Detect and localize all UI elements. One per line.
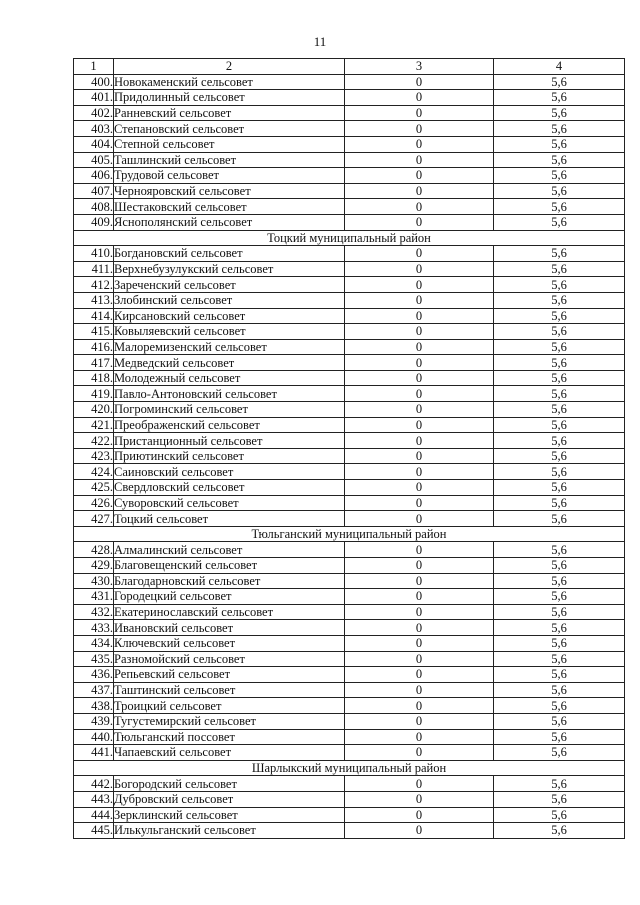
row-number: 443. [74, 791, 114, 807]
column-3-value: 0 [345, 823, 494, 839]
row-number: 425. [74, 480, 114, 496]
table-row [74, 791, 625, 807]
row-number: 408. [74, 199, 114, 215]
row-number: 411. [74, 261, 114, 277]
column-3-value: 0 [345, 355, 494, 371]
column-4-value: 5,6 [494, 168, 625, 184]
table-row [74, 807, 625, 823]
column-3-value: 0 [345, 433, 494, 449]
column-4-value: 5,6 [494, 433, 625, 449]
column-4-value: 5,6 [494, 651, 625, 667]
settlement-name: Дубровский сельсовет [114, 791, 345, 807]
table-row [74, 402, 625, 418]
table-row [74, 620, 625, 636]
column-3-value: 0 [345, 246, 494, 262]
column-4-value: 5,6 [494, 480, 625, 496]
column-4-value: 5,6 [494, 277, 625, 293]
table-header-row [74, 59, 625, 75]
column-3-value: 0 [345, 199, 494, 215]
table-row [74, 448, 625, 464]
row-number: 407. [74, 183, 114, 199]
table-row [74, 136, 625, 152]
column-4-value: 5,6 [494, 261, 625, 277]
row-number: 422. [74, 433, 114, 449]
row-number: 441. [74, 745, 114, 761]
table-row [74, 542, 625, 558]
column-4-value: 5,6 [494, 355, 625, 371]
column-4-value: 5,6 [494, 589, 625, 605]
row-number: 431. [74, 589, 114, 605]
table-row [74, 339, 625, 355]
table-row [74, 74, 625, 90]
column-3-value: 0 [345, 480, 494, 496]
column-4-value: 5,6 [494, 495, 625, 511]
row-number: 410. [74, 246, 114, 262]
table-row [74, 713, 625, 729]
column-3-value: 0 [345, 308, 494, 324]
column-4-value: 5,6 [494, 74, 625, 90]
column-4-value: 5,6 [494, 464, 625, 480]
column-4-value: 5,6 [494, 807, 625, 823]
row-number: 434. [74, 635, 114, 651]
table-row [74, 823, 625, 839]
table-row [74, 698, 625, 714]
settlement-name: Илькульганский сельсовет [114, 823, 345, 839]
column-3-value: 0 [345, 168, 494, 184]
column-3-value: 0 [345, 277, 494, 293]
settlement-name: Преображенский сельсовет [114, 417, 345, 433]
table-row [74, 168, 625, 184]
settlement-name: Алмалинский сельсовет [114, 542, 345, 558]
row-number: 402. [74, 105, 114, 121]
column-4-value: 5,6 [494, 90, 625, 106]
column-3-value: 0 [345, 152, 494, 168]
row-number: 400. [74, 74, 114, 90]
district-title: Шарлыкский муниципальный район [74, 760, 625, 776]
column-4-value: 5,6 [494, 339, 625, 355]
column-3-value: 0 [345, 589, 494, 605]
column-3-value: 0 [345, 448, 494, 464]
column-4-value: 5,6 [494, 121, 625, 137]
column-3-value: 0 [345, 791, 494, 807]
settlement-name: Новокаменский сельсовет [114, 74, 345, 90]
column-3-value: 0 [345, 402, 494, 418]
row-number: 428. [74, 542, 114, 558]
table-row [74, 121, 625, 137]
row-number: 433. [74, 620, 114, 636]
column-3-value: 0 [345, 682, 494, 698]
settlement-name: Ковыляевский сельсовет [114, 324, 345, 340]
column-3-value: 0 [345, 74, 494, 90]
settlement-name: Степановский сельсовет [114, 121, 345, 137]
column-4-value: 5,6 [494, 183, 625, 199]
column-4-value: 5,6 [494, 136, 625, 152]
data-table [73, 58, 625, 839]
settlement-name: Тоцкий сельсовет [114, 511, 345, 527]
table-row [74, 386, 625, 402]
column-3-value: 0 [345, 417, 494, 433]
settlement-name: Тугустемирский сельсовет [114, 713, 345, 729]
settlement-name: Придолинный сельсовет [114, 90, 345, 106]
column-4-value: 5,6 [494, 823, 625, 839]
settlement-name: Павло-Антоновский сельсовет [114, 386, 345, 402]
table-row [74, 90, 625, 106]
column-4-value: 5,6 [494, 573, 625, 589]
table-row [74, 261, 625, 277]
column-4-value: 5,6 [494, 386, 625, 402]
row-number: 423. [74, 448, 114, 464]
table-row [74, 277, 625, 293]
settlement-name: Ивановский сельсовет [114, 620, 345, 636]
settlement-name: Кирсановский сельсовет [114, 308, 345, 324]
row-number: 416. [74, 339, 114, 355]
column-3-value: 0 [345, 370, 494, 386]
table-row [74, 729, 625, 745]
column-4-value: 5,6 [494, 214, 625, 230]
row-number: 438. [74, 698, 114, 714]
page-number: 11 [313, 34, 327, 49]
row-number: 401. [74, 90, 114, 106]
table-row [74, 682, 625, 698]
column-3-value: 0 [345, 339, 494, 355]
settlement-name: Зареченский сельсовет [114, 277, 345, 293]
column-4-value: 5,6 [494, 620, 625, 636]
district-header-row [74, 526, 625, 542]
row-number: 405. [74, 152, 114, 168]
row-number: 432. [74, 604, 114, 620]
column-3-value: 0 [345, 261, 494, 277]
settlement-name: Тюльганский поссовет [114, 729, 345, 745]
column-4-value: 5,6 [494, 542, 625, 558]
column-3-value: 0 [345, 558, 494, 574]
table-row [74, 604, 625, 620]
column-4-value: 5,6 [494, 791, 625, 807]
column-3-value: 0 [345, 776, 494, 792]
column-3-value: 0 [345, 214, 494, 230]
settlement-name: Трудовой сельсовет [114, 168, 345, 184]
column-4-value: 5,6 [494, 713, 625, 729]
table-row [74, 776, 625, 792]
row-number: 439. [74, 713, 114, 729]
row-number: 436. [74, 667, 114, 683]
column-4-value: 5,6 [494, 729, 625, 745]
column-3-value: 0 [345, 542, 494, 558]
column-4-value: 5,6 [494, 402, 625, 418]
row-number: 445. [74, 823, 114, 839]
table-row [74, 214, 625, 230]
table-row [74, 292, 625, 308]
row-number: 414. [74, 308, 114, 324]
row-number: 421. [74, 417, 114, 433]
settlement-name: Молодежный сельсовет [114, 370, 345, 386]
column-4-value: 5,6 [494, 604, 625, 620]
settlement-name: Богдановский сельсовет [114, 246, 345, 262]
column-3-value: 0 [345, 745, 494, 761]
column-3-value: 0 [345, 729, 494, 745]
column-3-value: 0 [345, 573, 494, 589]
column-3-value: 0 [345, 698, 494, 714]
settlement-name: Городецкий сельсовет [114, 589, 345, 605]
settlement-name: Суворовский сельсовет [114, 495, 345, 511]
district-header-row [74, 230, 625, 246]
settlement-name: Ключевский сельсовет [114, 635, 345, 651]
settlement-name: Зерклинский сельсовет [114, 807, 345, 823]
column-header-1: 1 [74, 59, 114, 75]
column-3-value: 0 [345, 292, 494, 308]
column-4-value: 5,6 [494, 292, 625, 308]
row-number: 424. [74, 464, 114, 480]
column-4-value: 5,6 [494, 246, 625, 262]
column-4-value: 5,6 [494, 682, 625, 698]
row-number: 426. [74, 495, 114, 511]
settlement-name: Чапаевский сельсовет [114, 745, 345, 761]
district-title: Тюльганский муниципальный район [74, 526, 625, 542]
row-number: 413. [74, 292, 114, 308]
column-4-value: 5,6 [494, 635, 625, 651]
column-3-value: 0 [345, 604, 494, 620]
table-row [74, 635, 625, 651]
settlement-name: Шестаковский сельсовет [114, 199, 345, 215]
column-3-value: 0 [345, 651, 494, 667]
settlement-name: Благодарновский сельсовет [114, 573, 345, 589]
table-row [74, 308, 625, 324]
settlement-name: Богородский сельсовет [114, 776, 345, 792]
table-row [74, 745, 625, 761]
settlement-name: Ташлинский сельсовет [114, 152, 345, 168]
settlement-name: Ранневский сельсовет [114, 105, 345, 121]
column-4-value: 5,6 [494, 199, 625, 215]
settlement-name: Медведский сельсовет [114, 355, 345, 371]
settlement-name: Таштинский сельсовет [114, 682, 345, 698]
settlement-name: Екатеринославский сельсовет [114, 604, 345, 620]
table-row [74, 246, 625, 262]
column-4-value: 5,6 [494, 776, 625, 792]
column-4-value: 5,6 [494, 152, 625, 168]
column-header-2: 2 [114, 59, 345, 75]
column-4-value: 5,6 [494, 417, 625, 433]
column-4-value: 5,6 [494, 105, 625, 121]
table-row [74, 651, 625, 667]
column-4-value: 5,6 [494, 698, 625, 714]
settlement-name: Степной сельсовет [114, 136, 345, 152]
column-3-value: 0 [345, 464, 494, 480]
settlement-name: Верхнебузулукский сельсовет [114, 261, 345, 277]
column-3-value: 0 [345, 183, 494, 199]
table-row [74, 417, 625, 433]
table-row [74, 573, 625, 589]
settlement-name: Чернояровский сельсовет [114, 183, 345, 199]
settlement-name: Малоремизенский сельсовет [114, 339, 345, 355]
table-body [74, 59, 625, 839]
settlement-name: Благовещенский сельсовет [114, 558, 345, 574]
row-number: 437. [74, 682, 114, 698]
row-number: 417. [74, 355, 114, 371]
column-4-value: 5,6 [494, 558, 625, 574]
row-number: 412. [74, 277, 114, 293]
row-number: 430. [74, 573, 114, 589]
column-4-value: 5,6 [494, 370, 625, 386]
column-3-value: 0 [345, 713, 494, 729]
table-row [74, 495, 625, 511]
column-3-value: 0 [345, 511, 494, 527]
table-row [74, 370, 625, 386]
settlement-name: Свердловский сельсовет [114, 480, 345, 496]
row-number: 420. [74, 402, 114, 418]
column-4-value: 5,6 [494, 308, 625, 324]
table-row [74, 324, 625, 340]
column-3-value: 0 [345, 90, 494, 106]
row-number: 429. [74, 558, 114, 574]
settlement-name: Троицкий сельсовет [114, 698, 345, 714]
district-title: Тоцкий муниципальный район [74, 230, 625, 246]
column-3-value: 0 [345, 121, 494, 137]
table-row [74, 667, 625, 683]
settlement-name: Репьевский сельсовет [114, 667, 345, 683]
table-row [74, 152, 625, 168]
row-number: 435. [74, 651, 114, 667]
table-row [74, 558, 625, 574]
column-4-value: 5,6 [494, 324, 625, 340]
district-header-row [74, 760, 625, 776]
table-row [74, 589, 625, 605]
column-3-value: 0 [345, 386, 494, 402]
settlement-name: Яснополянский сельсовет [114, 214, 345, 230]
settlement-name: Погроминский сельсовет [114, 402, 345, 418]
column-3-value: 0 [345, 105, 494, 121]
table-row [74, 355, 625, 371]
table-row [74, 464, 625, 480]
column-3-value: 0 [345, 136, 494, 152]
column-3-value: 0 [345, 667, 494, 683]
column-4-value: 5,6 [494, 745, 625, 761]
row-number: 418. [74, 370, 114, 386]
column-4-value: 5,6 [494, 511, 625, 527]
row-number: 444. [74, 807, 114, 823]
column-4-value: 5,6 [494, 448, 625, 464]
column-header-4: 4 [494, 59, 625, 75]
settlement-name: Разномойский сельсовет [114, 651, 345, 667]
column-3-value: 0 [345, 807, 494, 823]
column-3-value: 0 [345, 620, 494, 636]
row-number: 427. [74, 511, 114, 527]
settlement-name: Пристанционный сельсовет [114, 433, 345, 449]
table-row [74, 433, 625, 449]
column-3-value: 0 [345, 635, 494, 651]
row-number: 419. [74, 386, 114, 402]
row-number: 404. [74, 136, 114, 152]
row-number: 415. [74, 324, 114, 340]
row-number: 442. [74, 776, 114, 792]
row-number: 440. [74, 729, 114, 745]
table-row [74, 199, 625, 215]
row-number: 403. [74, 121, 114, 137]
column-4-value: 5,6 [494, 667, 625, 683]
column-header-3: 3 [345, 59, 494, 75]
table-row [74, 183, 625, 199]
settlement-name: Злобинский сельсовет [114, 292, 345, 308]
table-row [74, 511, 625, 527]
column-3-value: 0 [345, 495, 494, 511]
settlement-name: Саиновский сельсовет [114, 464, 345, 480]
table-row [74, 480, 625, 496]
row-number: 409. [74, 214, 114, 230]
column-3-value: 0 [345, 324, 494, 340]
settlement-name: Приютинский сельсовет [114, 448, 345, 464]
table-row [74, 105, 625, 121]
row-number: 406. [74, 168, 114, 184]
